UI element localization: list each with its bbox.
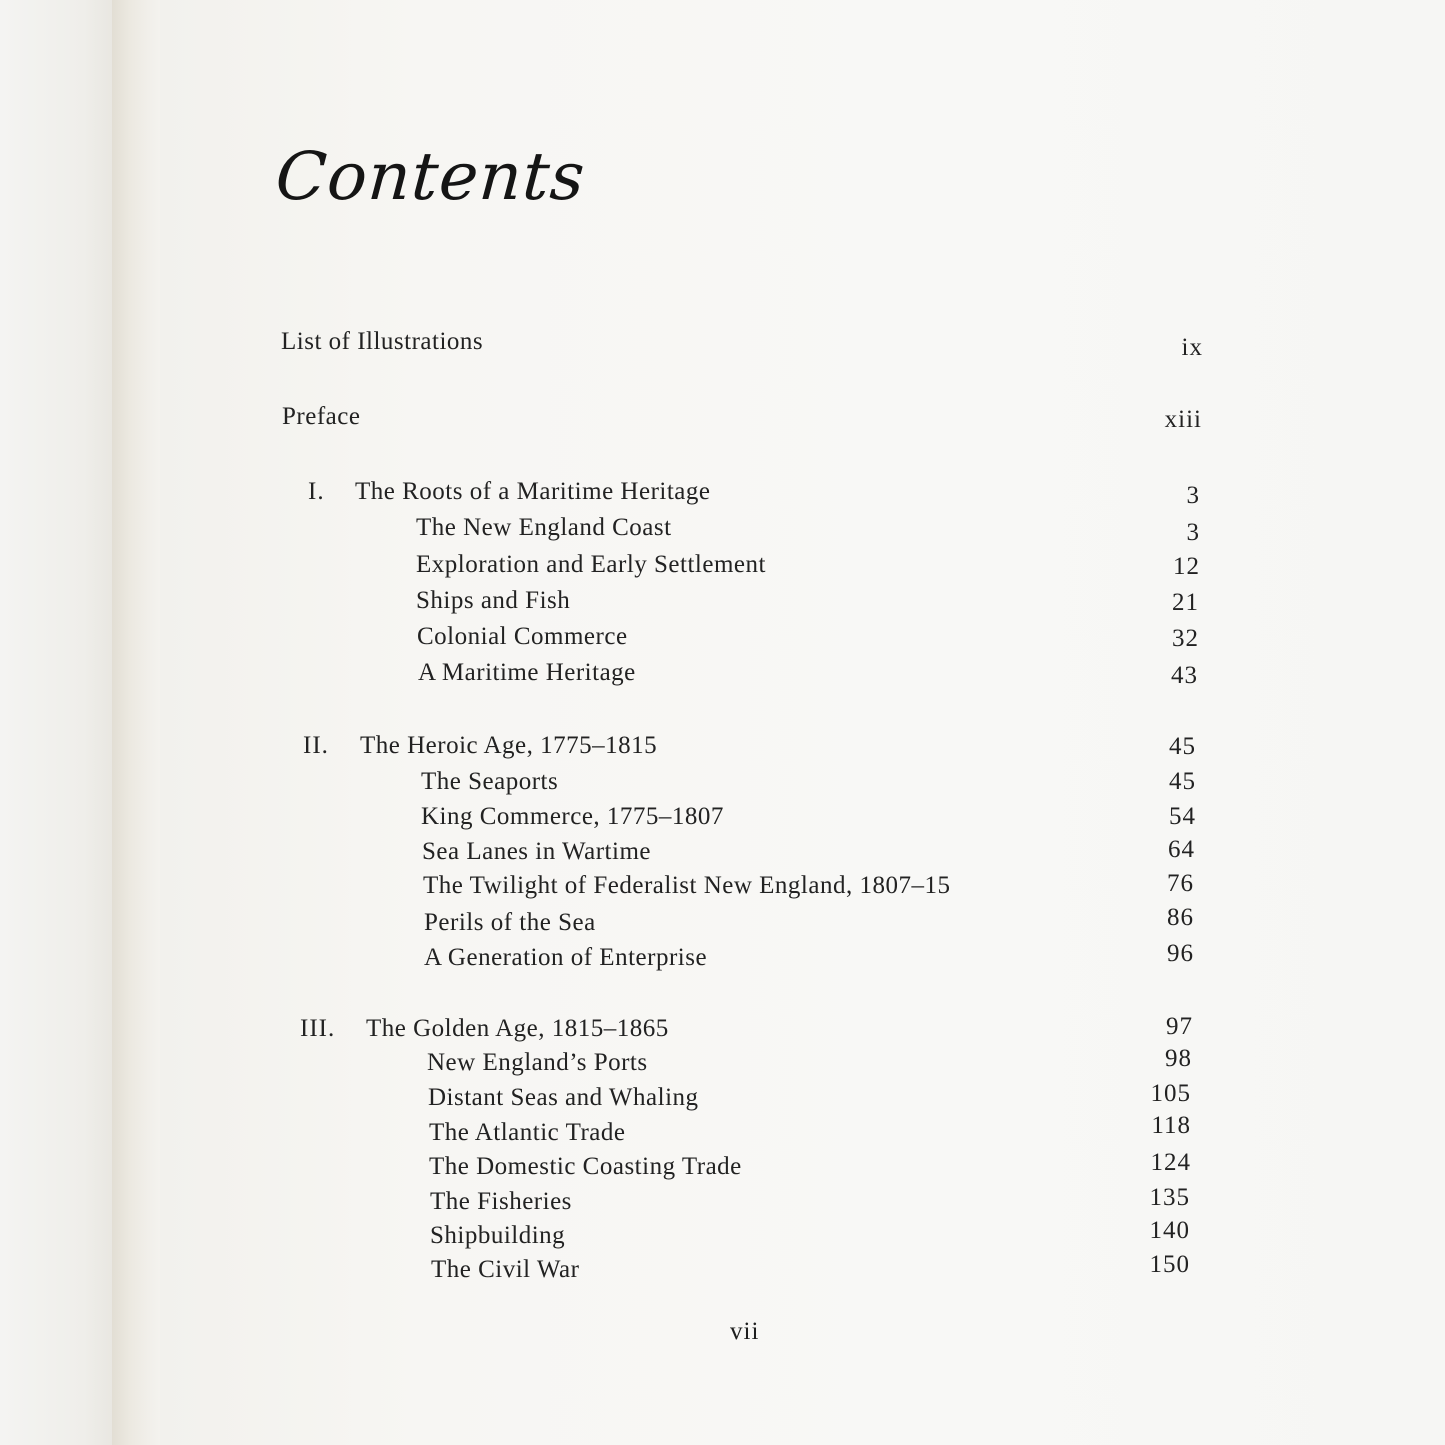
section-title: The New England Coast <box>416 514 672 541</box>
section-page: 150 <box>1149 1251 1190 1278</box>
section-page: 98 <box>1165 1045 1192 1072</box>
section-title: A Maritime Heritage <box>418 659 636 686</box>
page-title: Contents <box>273 138 588 215</box>
section-title: Ships and Fish <box>416 587 571 614</box>
book-spine-shadow <box>112 0 164 1445</box>
chapter-number: II. <box>303 732 329 759</box>
section-page: 105 <box>1150 1080 1191 1107</box>
section-page: 21 <box>1172 589 1199 616</box>
section-title: The Twilight of Federalist New England, 1807–15 <box>423 872 951 899</box>
section-page: 140 <box>1149 1217 1190 1244</box>
chapter-page: 97 <box>1166 1013 1193 1040</box>
section-title: Perils of the Sea <box>424 909 596 936</box>
section-title: Colonial Commerce <box>417 623 628 650</box>
section-page: 118 <box>1151 1112 1191 1139</box>
section-title: New England’s Ports <box>427 1049 648 1076</box>
toc-page-list-of-illustrations: ix <box>1181 334 1203 361</box>
chapter-page: 3 <box>1186 482 1200 509</box>
contents-page <box>160 0 1445 1445</box>
section-title: Exploration and Early Settlement <box>416 551 766 578</box>
section-page: 32 <box>1172 625 1199 652</box>
section-page: 135 <box>1149 1184 1190 1211</box>
section-title: The Domestic Coasting Trade <box>429 1153 742 1180</box>
section-title: The Atlantic Trade <box>429 1119 626 1146</box>
section-title: The Civil War <box>431 1256 580 1283</box>
section-title: The Fisheries <box>430 1188 572 1215</box>
section-title: Shipbuilding <box>430 1222 566 1249</box>
facing-page-edge <box>0 0 120 1445</box>
section-page: 3 <box>1186 519 1200 546</box>
section-page: 54 <box>1169 803 1196 830</box>
section-page: 86 <box>1167 904 1194 931</box>
chapter-title: The Heroic Age, 1775–1815 <box>360 732 658 759</box>
section-title: Distant Seas and Whaling <box>428 1084 699 1111</box>
section-title: A Generation of Enterprise <box>424 944 708 971</box>
section-page: 124 <box>1150 1149 1191 1176</box>
toc-entry-preface: Preface <box>282 403 361 430</box>
section-page: 12 <box>1173 553 1200 580</box>
toc-page-preface: xiii <box>1164 406 1202 433</box>
chapter-title: The Roots of a Maritime Heritage <box>355 478 711 505</box>
section-title: King Commerce, 1775–1807 <box>421 803 724 830</box>
section-page: 76 <box>1167 870 1194 897</box>
toc-entry-list-of-illustrations: List of Illustrations <box>281 328 484 355</box>
section-title: Sea Lanes in Wartime <box>422 838 651 865</box>
page-number: vii <box>730 1318 760 1345</box>
section-page: 64 <box>1168 836 1195 863</box>
section-title: The Seaports <box>421 768 559 795</box>
section-page: 96 <box>1167 940 1194 967</box>
section-page: 43 <box>1171 662 1198 689</box>
chapter-number: I. <box>308 478 325 505</box>
chapter-title: The Golden Age, 1815–1865 <box>366 1015 669 1042</box>
chapter-number: III. <box>300 1015 336 1042</box>
chapter-page: 45 <box>1169 733 1196 760</box>
section-page: 45 <box>1169 768 1196 795</box>
